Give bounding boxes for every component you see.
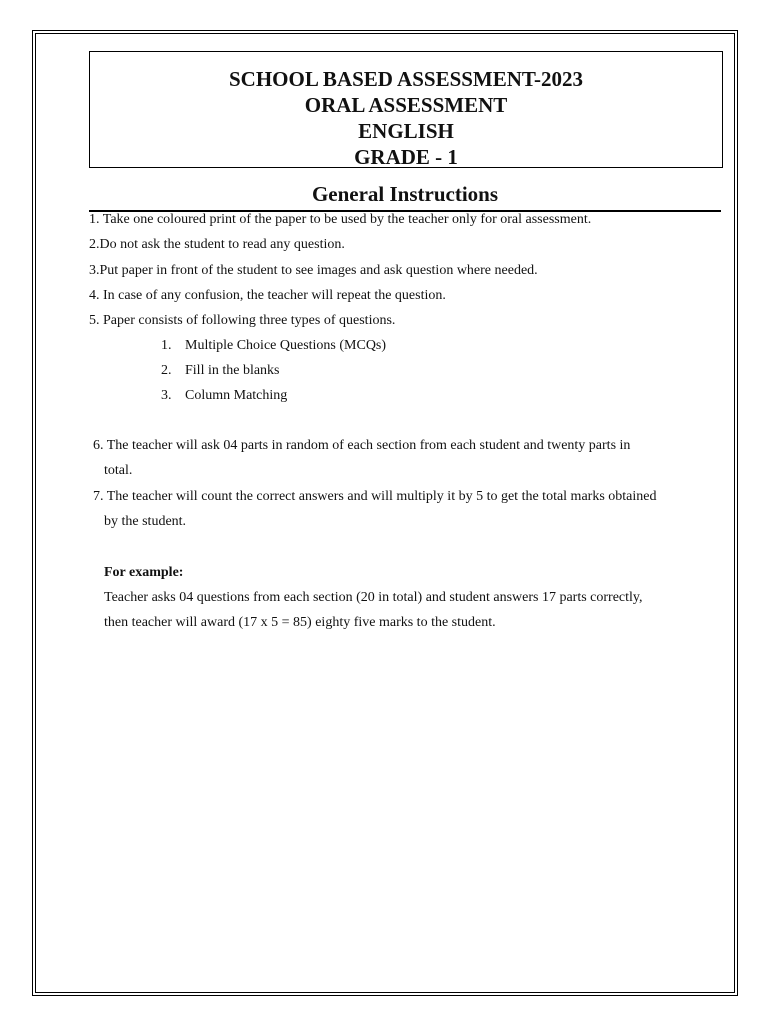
instruction-7-continued: by the student.	[104, 514, 187, 529]
example-line-1: Teacher asks 04 questions from each section (20 in total) and student answers 17 parts correctly,	[104, 590, 643, 605]
question-type-item	[161, 337, 386, 355]
instruction-6-continued: total.	[104, 463, 133, 478]
instruction-4: 4. In case of any confusion, the teacher will repeat the question.	[89, 288, 446, 303]
instruction-5: 5. Paper consists of following three types of questions.	[89, 313, 396, 328]
title-line-assessment: SCHOOL BASED ASSESSMENT-2023	[228, 67, 584, 91]
instruction-3: 3.Put paper in front of the student to see images and ask question where needed.	[89, 263, 538, 278]
example-line-2: then teacher will award (17 x 5 = 85) eighty five marks to the student.	[104, 615, 496, 630]
title-line-oral: ORAL ASSESSMENT	[304, 93, 508, 117]
question-type-number: 3.	[161, 388, 172, 403]
question-type-item	[161, 387, 287, 405]
title-line-grade: GRADE - 1	[354, 145, 458, 169]
instruction-6: 6. The teacher will ask 04 parts in random of each section from each student and twenty parts in	[93, 438, 631, 453]
instruction-1: 1. Take one coloured print of the paper to be used by the teacher only for oral assessment.	[89, 212, 592, 227]
title-box	[89, 51, 723, 168]
instruction-7: 7. The teacher will count the correct answers and will multiply it by 5 to get the total marks obtained	[93, 489, 657, 504]
example-heading: For example:	[104, 565, 184, 580]
question-type-number: 2.	[161, 363, 172, 378]
question-type-label: Fill in the blanks	[185, 363, 280, 378]
question-type-label: Column Matching	[185, 388, 288, 403]
question-type-number: 1.	[161, 338, 172, 353]
question-type-item	[161, 362, 280, 380]
instruction-2: 2.Do not ask the student to read any question.	[89, 237, 345, 252]
title-line-subject: ENGLISH	[358, 119, 454, 143]
general-instructions-heading: General Instructions	[311, 182, 499, 206]
question-type-label: Multiple Choice Questions (MCQs)	[185, 338, 387, 353]
